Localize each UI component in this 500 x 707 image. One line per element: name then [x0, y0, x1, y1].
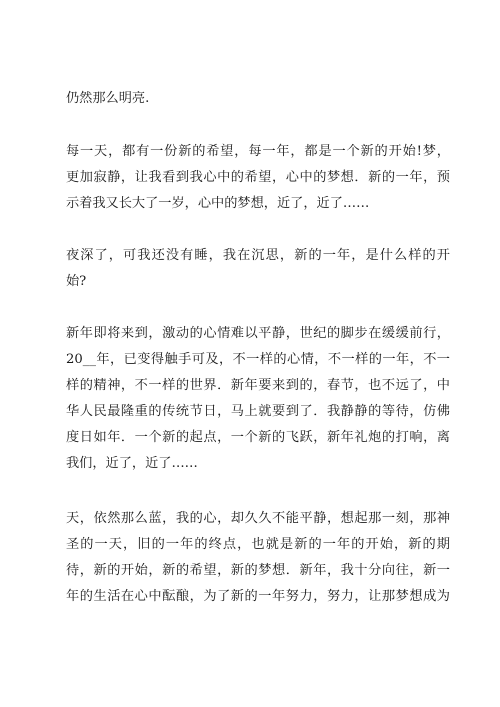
text-line: 20__年，已变得触手可及，不一样的心情，不一样的一年，不一: [66, 352, 450, 367]
text-line: 夜深了，可我还没有睡，我在沉思，新的一年，是什么样的开: [66, 248, 450, 263]
text-line: 更加寂静，让我看到我心中的希望，心中的梦想．新的一年，预: [66, 170, 450, 185]
paragraph-5: [66, 506, 450, 610]
paragraph-3: [66, 243, 450, 295]
text-line: 我们，近了，近了……: [66, 456, 198, 471]
text-line: 始?: [66, 274, 87, 289]
text-line: 仍然那么明亮.: [66, 91, 150, 106]
text-line: 待，新的开始，新的希望，新的梦想．新年，我十分向往，新一: [66, 563, 450, 578]
text-line: 度日如年．一个新的起点，一个新的飞跃，新年礼炮的打响，离: [66, 430, 450, 445]
paragraph-1: [66, 86, 450, 112]
text-line: 每一天，都有一份新的希望，每一年，都是一个新的开始!梦，: [66, 144, 450, 159]
text-line: 圣的一天，旧的一年的终点，也就是新的一年的开始，新的期: [66, 537, 450, 552]
text-line: 华人民最隆重的传统节日，马上就要到了．我静静的等待，仿佛: [66, 404, 450, 419]
text-line: 示着我又长大了一岁，心中的梦想，近了，近了……: [66, 196, 370, 211]
paragraph-4: [66, 321, 450, 477]
text-line: 新年即将来到，激动的心情难以平静，世纪的脚步在缓缓前行，: [66, 326, 450, 341]
text-line: 天，依然那么蓝，我的心，却久久不能平静，想起那一刻，那神: [66, 511, 450, 526]
text-line: 年的生活在心中酝酿，为了新的一年努力，努力，让那梦想成为: [66, 589, 450, 604]
paragraph-2: [66, 139, 450, 217]
text-line: 样的精神，不一样的世界．新年要来到的，春节，也不远了，中: [66, 378, 450, 393]
